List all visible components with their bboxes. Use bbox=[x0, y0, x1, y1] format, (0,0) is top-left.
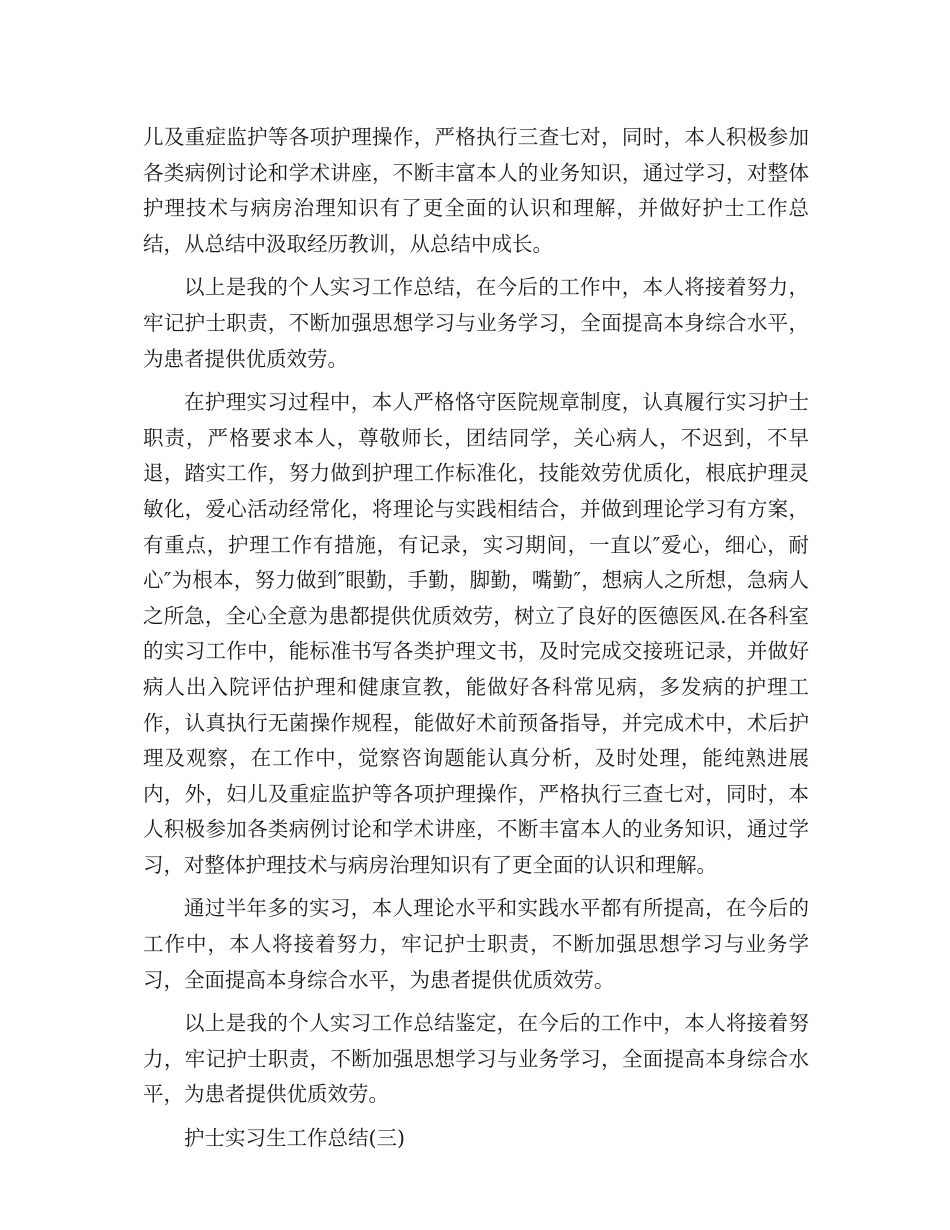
paragraph-5: 以上是我的个人实习工作总结鉴定，在今后的工作中，本人将接着努力，牢记护士职责，不断加强思想学习与业务学习，全面提高本身综合水平，为患者提供优质效劳。 bbox=[143, 1011, 809, 1107]
paragraph-4: 通过半年多的实习，本人理论水平和实践水平都有所提高，在今后的工作中，本人将接着努力，牢记护士职责，不断加强思想学习与业务学习，全面提高本身综合水平，为患者提供优质效劳。 bbox=[143, 896, 809, 992]
document-body bbox=[143, 120, 809, 1157]
paragraph-1: 儿及重症监护等各项护理操作，严格执行三查七对，同时，本人积极参加各类病例讨论和学术讲座，不断丰富本人的业务知识，通过学习，对整体护理技术与病房治理知识有了更全面的认识和理解，并做好护士工作总结，从总结中汲取经历教训，从总结中成长。 bbox=[143, 125, 809, 256]
paragraph-3: 在护理实习过程中，本人严格恪守医院规章制度，认真履行实习护士职责，严格要求本人，尊敬师长，团结同学，关心病人，不迟到，不早退，踏实工作，努力做到护理工作标准化，技能效劳优质化，根底护理灵敏化，爱心活动经常化，将理论与实践相结合，并做到理论学习有方案，有重点，护理工作有措施，有记录，实习期间，一直以″爱心，细心，耐心″为根本，努力做到″眼勤，手勤，脚勤，嘴勤″，想病人之所想，急病人之所急，全心全意为患都提供优质效劳，树立了良好的医德医风.在各科室的实习工作中，能标准书写各类护理文书，及时完成交接班记录，并做好病人出入院评估护理和健康宣教，能做好各科常见病，多发病的护理工作，认真执行无菌操作规程，能做好术前预备指导，并完成术中，术后护理及观察，在工作中，觉察咨询题能认真分析，及时处理，能纯熟进展内，外，妇儿及重症监护等各项护理操作，严格执行三查七对，同时，本人积极参加各类病例讨论和学术讲座，不断丰富本人的业务知识，通过学习，对整体护理技术与病房治理知识有了更全面的认识和理解。 bbox=[143, 390, 809, 877]
paragraph-2: 以上是我的个人实习工作总结，在今后的工作中，本人将接着努力，牢记护士职责，不断加强思想学习与业务学习，全面提高本身综合水平，为患者提供优质效劳。 bbox=[143, 275, 809, 371]
section-heading: 护士实习生工作总结(三) bbox=[184, 1126, 405, 1151]
